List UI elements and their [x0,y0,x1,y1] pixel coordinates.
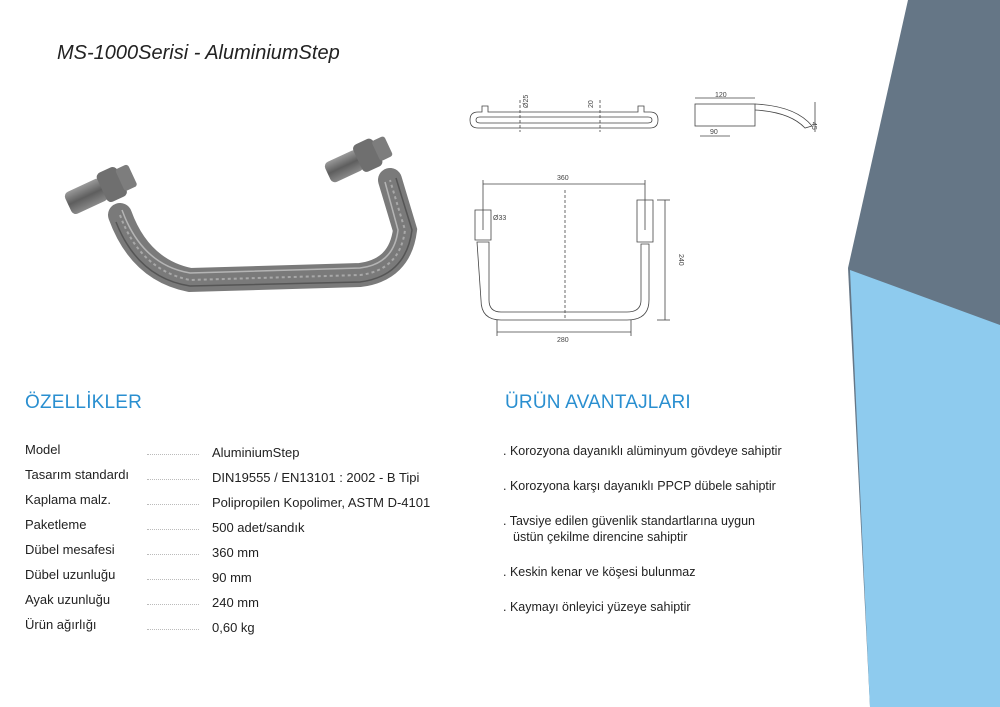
spec-row-design-standard [25,465,465,490]
leader-dots [147,529,199,530]
spec-label: Model [25,442,61,457]
advantage-item [503,599,833,615]
spec-value: 360 mm [212,545,259,560]
leader-dots [147,479,199,480]
spec-value: 500 adet/sandık [212,520,305,535]
label-45: 45 [810,122,817,130]
spec-label: Dübel mesafesi [25,542,115,557]
page-title: MS-1000Serisi - AluminiumStep [57,42,340,64]
features-table [25,440,465,640]
advantage-text: . Korozyona karşı dayanıklı PPCP dübele sahiptir [503,479,776,493]
features-heading: ÖZELLİKLER [25,392,143,413]
leader-dots [147,604,199,605]
light-panel [850,270,1000,707]
advantages-heading: ÜRÜN AVANTAJLARI [505,392,691,413]
advantage-text: . Korozyona dayanıklı alüminyum gövdeye sahiptir [503,444,782,458]
label-120: 120 [715,92,727,99]
advantage-item [503,513,833,545]
advantage-item [503,478,833,494]
label-20: 20 [588,100,595,108]
advantages-list [503,443,833,634]
advantage-item [503,443,833,459]
leader-dots [147,504,199,505]
spec-label: Dübel uzunluğu [25,567,116,582]
spec-label: Kaplama malz. [25,492,111,507]
spec-row-leg-length [25,590,465,615]
spec-value: Polipropilen Kopolimer, ASTM D-4101 [212,495,431,510]
spec-row-weight [25,615,465,640]
advantage-item [503,564,833,580]
label-240: 240 [677,254,684,266]
spec-label: Tasarım standardı [25,467,130,482]
leader-dots [147,454,199,455]
spec-row-dowel-length [25,565,465,590]
spec-value: DIN19555 / EN13101 : 2002 - B Tipi [212,470,420,485]
advantage-text: . Kaymayı önleyici yüzeye sahiptir [503,600,691,614]
leader-dots [147,629,199,630]
leader-dots [147,579,199,580]
advantage-text-continued: üstün çekilme direncine sahiptir [513,530,688,544]
label-280: 280 [557,337,569,344]
spec-row-coating [25,490,465,515]
label-360: 360 [557,175,569,182]
leader-dots [147,554,199,555]
spec-label: Ürün ağırlığı [25,617,97,632]
product-photo [60,120,440,320]
spec-row-model [25,440,465,465]
spec-value: 0,60 kg [212,620,255,635]
spec-label: Ayak uzunluğu [25,592,111,607]
spec-value: 90 mm [212,570,252,585]
advantage-text: . Keskin kenar ve köşesi bulunmaz [503,565,696,579]
technical-drawing-front [465,170,695,350]
advantage-text: . Tavsiye edilen güvenlik standartlarına uygun [503,514,756,528]
spec-label: Paketleme [25,517,87,532]
spec-value: 240 mm [212,595,259,610]
spec-value: AluminiumStep [212,445,300,460]
label-d33: Ø33 [493,215,507,222]
spec-row-packaging [25,515,465,540]
label-d25: Ø25 [523,94,530,108]
technical-drawing-top [460,92,820,152]
spec-row-dowel-distance [25,540,465,565]
label-90: 90 [710,129,718,136]
